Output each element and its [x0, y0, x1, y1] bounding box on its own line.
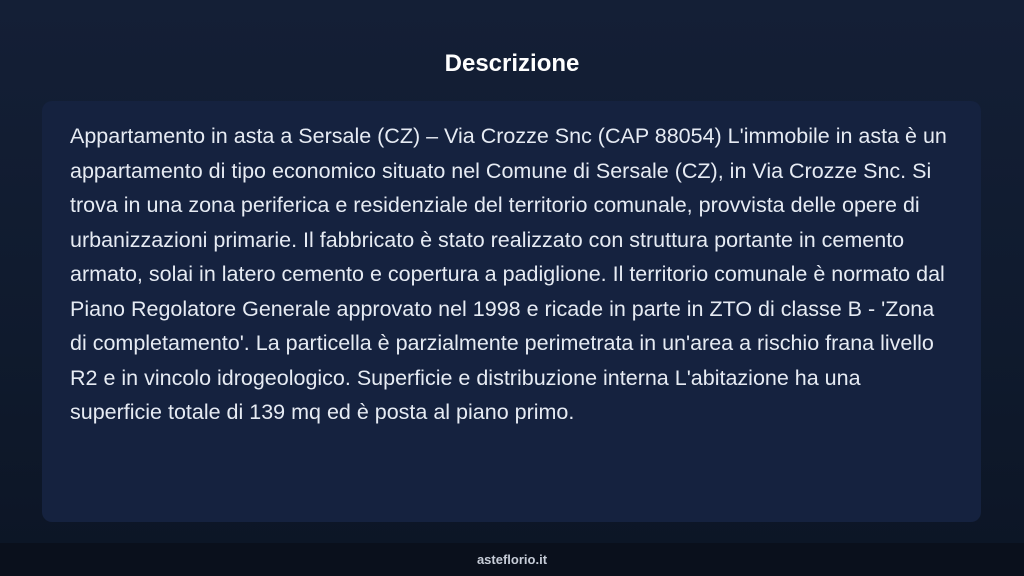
page-title: Descrizione — [444, 50, 580, 77]
description-card — [42, 101, 981, 522]
footer-brand-link[interactable]: asteflorio.it — [476, 552, 548, 567]
footer-bar — [0, 543, 1024, 576]
description-text: Appartamento in asta a Sersale (CZ) – Via Crozze Snc (CAP 88054) L'immobile in asta è un appartamento di tipo economico situato nel Comune di Sersale (CZ), in Via Crozze Snc. Si trova in una zona periferica e residenziale del territorio comunale, provvista delle opere di urbanizzazioni primarie. Il fabbricato è stato realizzato con struttura portante in cemento armato, solai in latero cemento e copertura a padiglione. Il territorio comunale è normato dal Piano Regolatore Generale approvato nel 1998 e ricade in parte in ZTO di classe B - 'Zona di completamento'. La particella è parzialmente perimetrata in un'area a rischio frana livello R2 e in vincolo idrogeologico. Superficie e distribuzione interna L'abitazione ha una superficie totale di 139 mq ed è posta al piano primo. — [70, 124, 947, 424]
